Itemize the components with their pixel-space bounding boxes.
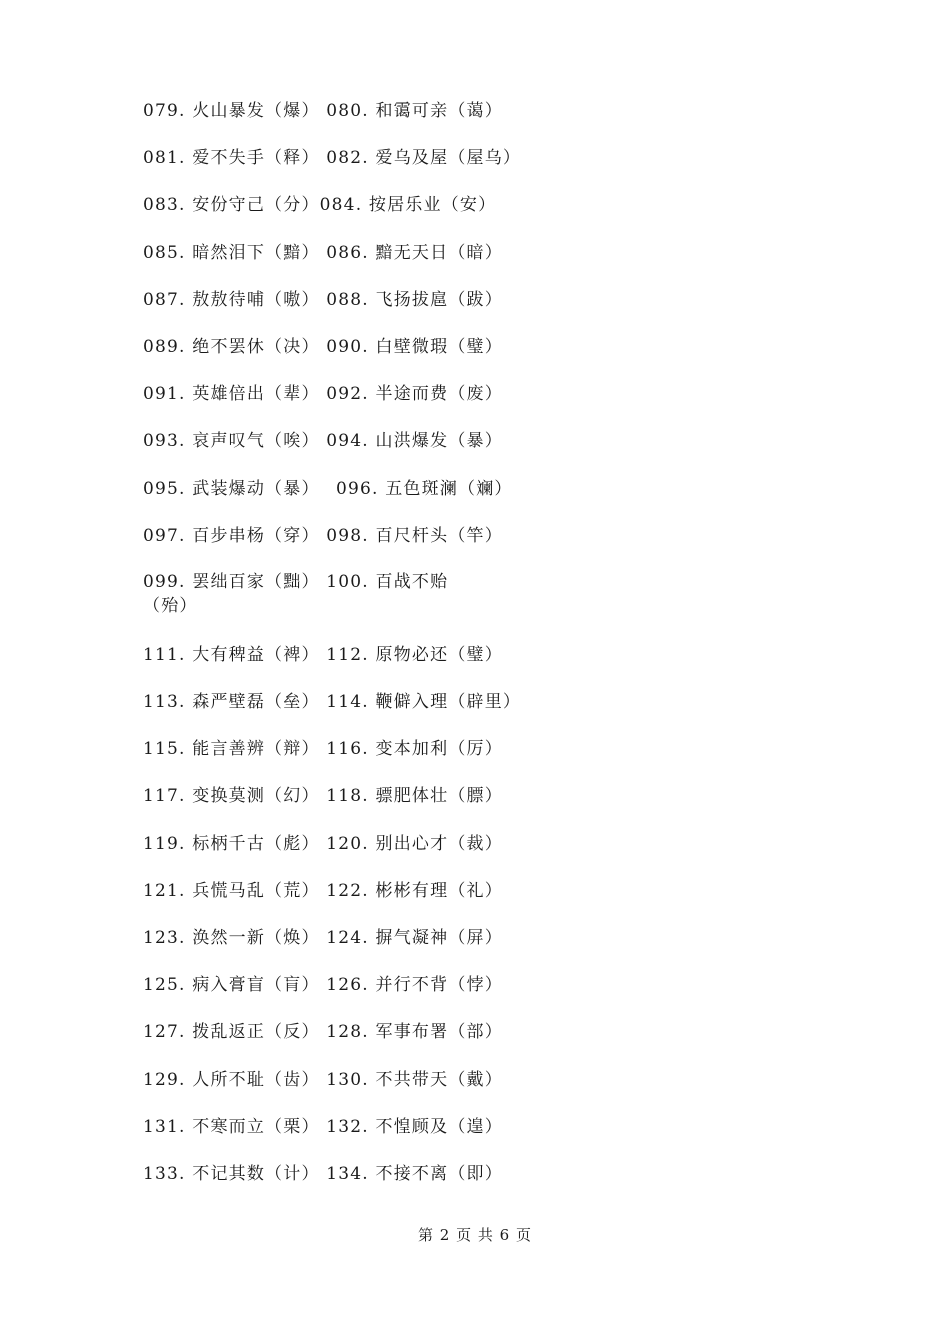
list-item: 123. 涣然一新（焕） 124. 摒气凝神（屏）	[143, 928, 503, 948]
list-item	[143, 570, 703, 642]
list-item: 129. 人所不耻（齿） 130. 不共带天（戴）	[143, 1069, 503, 1090]
list-item: 087. 敖敖待哺（嗷） 088. 飞扬拔扈（跋）	[143, 289, 503, 310]
list-item: 119. 标柄千古（彪） 120. 别出心才（裁）	[143, 833, 503, 854]
idiom-list	[143, 98, 703, 1208]
list-item: 113. 森严壁磊（垒） 114. 鞭僻入理（辟里）	[143, 692, 522, 713]
list-item: 091. 英雄倍出（辈） 092. 半途而费（废）	[143, 384, 503, 405]
list-item: 081. 爱不失手（释） 082. 爱乌及屋（屋乌）	[143, 148, 522, 169]
list-item: 093. 哀声叹气（唉） 094. 山洪爆发（暴）	[143, 431, 503, 452]
list-item: 125. 病入膏盲（肓） 126. 并行不背（悖）	[143, 975, 503, 996]
list-item: 097. 百步串杨（穿） 098. 百尺杆头（竿）	[143, 525, 503, 546]
list-item: 089. 绝不罢休（决） 090. 白壁微瑕（璧）	[143, 336, 503, 357]
list-item: 111. 大有稗益（裨） 112. 原物必还（璧）	[143, 644, 503, 665]
list-item: 127. 拨乱返正（反） 128. 军事布署（部）	[143, 1022, 503, 1043]
list-item: 133. 不记其数（计） 134. 不接不离（即）	[143, 1163, 503, 1184]
list-item-text: 099. 罢绌百家（黜） 100. 百战不贻（殆）	[143, 571, 449, 616]
page-number: 第 2 页 共 6 页	[418, 1226, 532, 1244]
list-item: 117. 变换莫测（幻） 118. 骠肥体壮（膘）	[143, 786, 503, 807]
list-item: 079. 火山暴发（爆） 080. 和霭可亲（蔼）	[143, 101, 503, 121]
list-item: 095. 武装爆动（暴） 096. 五色斑澜（斓）	[143, 478, 513, 499]
page-footer	[0, 1224, 950, 1245]
list-item: 083. 安份守己（分）084. 按居乐业（安）	[143, 195, 497, 216]
list-item: 115. 能言善辨（辩） 116. 变本加利（厉）	[143, 739, 503, 760]
list-item: 085. 暗然泪下（黯） 086. 黯无天日（暗）	[143, 242, 503, 263]
list-item: 121. 兵慌马乱（荒） 122. 彬彬有理（礼）	[143, 880, 503, 901]
list-item: 131. 不寒而立（栗） 132. 不惶顾及（遑）	[143, 1116, 503, 1137]
